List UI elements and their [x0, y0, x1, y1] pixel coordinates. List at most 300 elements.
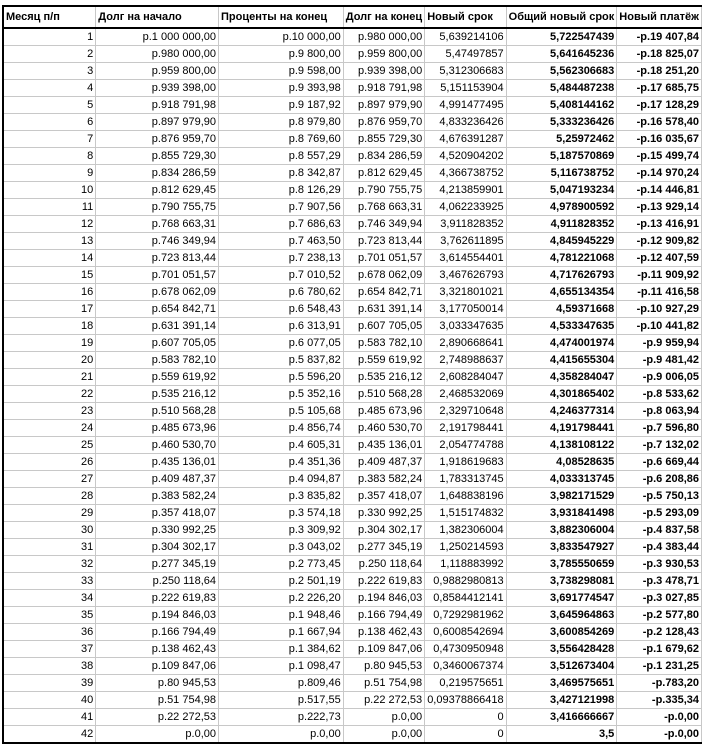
cell-total-new-term[interactable]: 3,512673404: [506, 658, 617, 675]
cell-debt-start[interactable]: р.939 398,00: [96, 80, 219, 97]
cell-new-term[interactable]: 2,054774788: [425, 437, 506, 454]
cell-new-term[interactable]: 0,7292981962: [425, 607, 506, 624]
cell-new-term[interactable]: 1,918619683: [425, 454, 506, 471]
cell-debt-end[interactable]: р.383 582,24: [343, 471, 424, 488]
cell-debt-start[interactable]: р.607 705,05: [96, 335, 219, 352]
cell-new-term[interactable]: 4,676391287: [425, 131, 506, 148]
cell-month[interactable]: 38: [3, 658, 96, 675]
cell-new-term[interactable]: 1,250214593: [425, 539, 506, 556]
cell-debt-start[interactable]: р.959 800,00: [96, 63, 219, 80]
cell-month[interactable]: 23: [3, 403, 96, 420]
cell-month[interactable]: 10: [3, 182, 96, 199]
cell-debt-end[interactable]: р.304 302,17: [343, 522, 424, 539]
header-new-payment[interactable]: Новый платёж: [617, 6, 702, 28]
cell-total-new-term[interactable]: 5,562306683: [506, 63, 617, 80]
cell-interest-end[interactable]: р.6 780,62: [219, 284, 344, 301]
cell-total-new-term[interactable]: 3,931841498: [506, 505, 617, 522]
header-interest-end[interactable]: Проценты на конец: [219, 6, 344, 28]
cell-debt-start[interactable]: р.855 729,30: [96, 148, 219, 165]
cell-debt-start[interactable]: р.409 487,37: [96, 471, 219, 488]
cell-debt-start[interactable]: р.535 216,12: [96, 386, 219, 403]
cell-interest-end[interactable]: р.4 351,36: [219, 454, 344, 471]
cell-new-term[interactable]: 0,219575651: [425, 675, 506, 692]
cell-interest-end[interactable]: р.4 605,31: [219, 437, 344, 454]
cell-new-term[interactable]: 4,062233925: [425, 199, 506, 216]
cell-debt-end[interactable]: р.980 000,00: [343, 28, 424, 46]
cell-total-new-term[interactable]: 4,191798441: [506, 420, 617, 437]
cell-interest-end[interactable]: р.4 094,87: [219, 471, 344, 488]
header-debt-start[interactable]: Долг на начало: [96, 6, 219, 28]
cell-month[interactable]: 11: [3, 199, 96, 216]
cell-debt-end[interactable]: р.768 663,31: [343, 199, 424, 216]
cell-debt-start[interactable]: р.768 663,31: [96, 216, 219, 233]
cell-debt-end[interactable]: р.222 619,83: [343, 573, 424, 590]
cell-debt-end[interactable]: р.250 118,64: [343, 556, 424, 573]
cell-interest-end[interactable]: р.4 856,74: [219, 420, 344, 437]
cell-total-new-term[interactable]: 4,533347635: [506, 318, 617, 335]
cell-new-term[interactable]: 2,329710648: [425, 403, 506, 420]
cell-new-payment[interactable]: -р.4 383,44: [617, 539, 702, 556]
cell-interest-end[interactable]: р.2 773,45: [219, 556, 344, 573]
cell-interest-end[interactable]: р.7 238,13: [219, 250, 344, 267]
cell-interest-end[interactable]: р.9 800,00: [219, 46, 344, 63]
cell-new-payment[interactable]: -р.14 446,81: [617, 182, 702, 199]
cell-month[interactable]: 29: [3, 505, 96, 522]
cell-new-payment[interactable]: -р.1 231,25: [617, 658, 702, 675]
cell-total-new-term[interactable]: 5,187570869: [506, 148, 617, 165]
cell-month[interactable]: 6: [3, 114, 96, 131]
cell-debt-end[interactable]: р.918 791,98: [343, 80, 424, 97]
cell-debt-start[interactable]: р.510 568,28: [96, 403, 219, 420]
cell-debt-end[interactable]: р.535 216,12: [343, 369, 424, 386]
cell-month[interactable]: 8: [3, 148, 96, 165]
cell-debt-end[interactable]: р.876 959,70: [343, 114, 424, 131]
cell-month[interactable]: 2: [3, 46, 96, 63]
cell-debt-start[interactable]: р.876 959,70: [96, 131, 219, 148]
cell-interest-end[interactable]: р.7 463,50: [219, 233, 344, 250]
cell-debt-start[interactable]: р.138 462,43: [96, 641, 219, 658]
cell-month[interactable]: 30: [3, 522, 96, 539]
cell-new-term[interactable]: 3,321801021: [425, 284, 506, 301]
cell-interest-end[interactable]: р.5 352,16: [219, 386, 344, 403]
cell-interest-end[interactable]: р.5 105,68: [219, 403, 344, 420]
cell-new-term[interactable]: 0,9882980813: [425, 573, 506, 590]
cell-debt-end[interactable]: р.51 754,98: [343, 675, 424, 692]
cell-total-new-term[interactable]: 5,047193234: [506, 182, 617, 199]
cell-total-new-term[interactable]: 5,333236426: [506, 114, 617, 131]
cell-debt-start[interactable]: р.383 582,24: [96, 488, 219, 505]
cell-new-term[interactable]: 3,033347635: [425, 318, 506, 335]
cell-debt-start[interactable]: р.109 847,06: [96, 658, 219, 675]
cell-interest-end[interactable]: р.3 574,18: [219, 505, 344, 522]
cell-debt-start[interactable]: р.559 619,92: [96, 369, 219, 386]
cell-month[interactable]: 13: [3, 233, 96, 250]
cell-interest-end[interactable]: р.0,00: [219, 726, 344, 744]
cell-total-new-term[interactable]: 4,655134354: [506, 284, 617, 301]
cell-debt-start[interactable]: р.790 755,75: [96, 199, 219, 216]
cell-new-term[interactable]: 1,118883992: [425, 556, 506, 573]
cell-debt-end[interactable]: р.939 398,00: [343, 63, 424, 80]
cell-interest-end[interactable]: р.5 596,20: [219, 369, 344, 386]
cell-new-term[interactable]: 3,762611895: [425, 233, 506, 250]
cell-total-new-term[interactable]: 4,978900592: [506, 199, 617, 216]
cell-new-term[interactable]: 0,4730950948: [425, 641, 506, 658]
cell-total-new-term[interactable]: 3,645964863: [506, 607, 617, 624]
cell-new-term[interactable]: 4,991477495: [425, 97, 506, 114]
cell-month[interactable]: 36: [3, 624, 96, 641]
cell-new-payment[interactable]: -р.11 909,92: [617, 267, 702, 284]
cell-new-payment[interactable]: -р.3 027,85: [617, 590, 702, 607]
cell-debt-start[interactable]: р.701 051,57: [96, 267, 219, 284]
cell-new-term[interactable]: 1,515174832: [425, 505, 506, 522]
cell-new-term[interactable]: 1,783313745: [425, 471, 506, 488]
cell-debt-end[interactable]: р.0,00: [343, 726, 424, 744]
cell-interest-end[interactable]: р.2 226,20: [219, 590, 344, 607]
cell-interest-end[interactable]: р.5 837,82: [219, 352, 344, 369]
cell-new-term[interactable]: 0,8584412141: [425, 590, 506, 607]
cell-month[interactable]: 42: [3, 726, 96, 744]
cell-debt-end[interactable]: р.607 705,05: [343, 318, 424, 335]
cell-new-payment[interactable]: -р.13 416,91: [617, 216, 702, 233]
cell-month[interactable]: 37: [3, 641, 96, 658]
cell-new-payment[interactable]: -р.1 679,62: [617, 641, 702, 658]
cell-debt-start[interactable]: р.631 391,14: [96, 318, 219, 335]
cell-new-term[interactable]: 0,09378866418: [425, 692, 506, 709]
cell-interest-end[interactable]: р.1 384,62: [219, 641, 344, 658]
cell-new-term[interactable]: 3,911828352: [425, 216, 506, 233]
cell-debt-end[interactable]: р.834 286,59: [343, 148, 424, 165]
cell-debt-start[interactable]: р.0,00: [96, 726, 219, 744]
cell-debt-end[interactable]: р.746 349,94: [343, 216, 424, 233]
cell-total-new-term[interactable]: 3,738298081: [506, 573, 617, 590]
cell-debt-end[interactable]: р.654 842,71: [343, 284, 424, 301]
cell-total-new-term[interactable]: 4,717626793: [506, 267, 617, 284]
cell-debt-end[interactable]: р.22 272,53: [343, 692, 424, 709]
cell-debt-start[interactable]: р.918 791,98: [96, 97, 219, 114]
cell-debt-start[interactable]: р.80 945,53: [96, 675, 219, 692]
cell-total-new-term[interactable]: 5,722547439: [506, 28, 617, 46]
cell-month[interactable]: 14: [3, 250, 96, 267]
cell-new-payment[interactable]: -р.16 578,40: [617, 114, 702, 131]
cell-new-payment[interactable]: -р.8 533,62: [617, 386, 702, 403]
cell-new-term[interactable]: 3,467626793: [425, 267, 506, 284]
cell-new-payment[interactable]: -р.11 416,58: [617, 284, 702, 301]
cell-month[interactable]: 34: [3, 590, 96, 607]
cell-new-payment[interactable]: -р.5 293,09: [617, 505, 702, 522]
cell-total-new-term[interactable]: 5,25972462: [506, 131, 617, 148]
cell-month[interactable]: 18: [3, 318, 96, 335]
cell-new-term[interactable]: 2,608284047: [425, 369, 506, 386]
cell-month[interactable]: 31: [3, 539, 96, 556]
cell-debt-end[interactable]: р.723 813,44: [343, 233, 424, 250]
cell-month[interactable]: 27: [3, 471, 96, 488]
cell-new-payment[interactable]: -р.7 132,02: [617, 437, 702, 454]
cell-debt-end[interactable]: р.559 619,92: [343, 352, 424, 369]
cell-new-term[interactable]: 2,890668641: [425, 335, 506, 352]
cell-debt-start[interactable]: р.723 813,44: [96, 250, 219, 267]
cell-interest-end[interactable]: р.8 342,87: [219, 165, 344, 182]
cell-new-term[interactable]: 2,468532069: [425, 386, 506, 403]
cell-debt-start[interactable]: р.22 272,53: [96, 709, 219, 726]
cell-new-payment[interactable]: -р.13 929,14: [617, 199, 702, 216]
cell-total-new-term[interactable]: 4,246377314: [506, 403, 617, 420]
cell-new-payment[interactable]: -р.18 825,07: [617, 46, 702, 63]
header-new-term[interactable]: Новый срок: [425, 6, 506, 28]
cell-new-payment[interactable]: -р.4 837,58: [617, 522, 702, 539]
cell-total-new-term[interactable]: 4,845945229: [506, 233, 617, 250]
cell-month[interactable]: 5: [3, 97, 96, 114]
cell-interest-end[interactable]: р.7 010,52: [219, 267, 344, 284]
cell-new-payment[interactable]: -р.17 685,75: [617, 80, 702, 97]
cell-interest-end[interactable]: р.809,46: [219, 675, 344, 692]
cell-interest-end[interactable]: р.6 077,05: [219, 335, 344, 352]
cell-month[interactable]: 35: [3, 607, 96, 624]
cell-month[interactable]: 12: [3, 216, 96, 233]
cell-debt-end[interactable]: р.277 345,19: [343, 539, 424, 556]
cell-debt-start[interactable]: р.435 136,01: [96, 454, 219, 471]
cell-debt-end[interactable]: р.194 846,03: [343, 590, 424, 607]
cell-total-new-term[interactable]: 3,785550659: [506, 556, 617, 573]
cell-month[interactable]: 16: [3, 284, 96, 301]
cell-new-term[interactable]: 0: [425, 709, 506, 726]
cell-new-payment[interactable]: -р.783,20: [617, 675, 702, 692]
cell-interest-end[interactable]: р.2 501,19: [219, 573, 344, 590]
cell-interest-end[interactable]: р.3 043,02: [219, 539, 344, 556]
cell-debt-end[interactable]: р.80 945,53: [343, 658, 424, 675]
cell-month[interactable]: 19: [3, 335, 96, 352]
cell-debt-start[interactable]: р.834 286,59: [96, 165, 219, 182]
cell-new-term[interactable]: 4,213859901: [425, 182, 506, 199]
cell-debt-end[interactable]: р.0,00: [343, 709, 424, 726]
cell-debt-start[interactable]: р.583 782,10: [96, 352, 219, 369]
cell-month[interactable]: 3: [3, 63, 96, 80]
cell-new-payment[interactable]: -р.17 128,29: [617, 97, 702, 114]
cell-new-term[interactable]: 3,614554401: [425, 250, 506, 267]
cell-new-term[interactable]: 0: [425, 726, 506, 744]
cell-total-new-term[interactable]: 5,641645236: [506, 46, 617, 63]
cell-new-payment[interactable]: -р.0,00: [617, 709, 702, 726]
cell-debt-end[interactable]: р.812 629,45: [343, 165, 424, 182]
cell-debt-end[interactable]: р.583 782,10: [343, 335, 424, 352]
cell-debt-end[interactable]: р.631 391,14: [343, 301, 424, 318]
header-month[interactable]: Месяц п/п: [3, 6, 96, 28]
cell-debt-end[interactable]: р.701 051,57: [343, 250, 424, 267]
cell-interest-end[interactable]: р.7 907,56: [219, 199, 344, 216]
cell-debt-end[interactable]: р.897 979,90: [343, 97, 424, 114]
cell-month[interactable]: 41: [3, 709, 96, 726]
cell-debt-start[interactable]: р.166 794,49: [96, 624, 219, 641]
cell-interest-end[interactable]: р.222,73: [219, 709, 344, 726]
cell-total-new-term[interactable]: 4,08528635: [506, 454, 617, 471]
cell-new-payment[interactable]: -р.6 208,86: [617, 471, 702, 488]
cell-month[interactable]: 21: [3, 369, 96, 386]
cell-debt-start[interactable]: р.222 619,83: [96, 590, 219, 607]
cell-new-payment[interactable]: -р.6 669,44: [617, 454, 702, 471]
cell-debt-end[interactable]: р.357 418,07: [343, 488, 424, 505]
cell-new-term[interactable]: 1,382306004: [425, 522, 506, 539]
cell-debt-start[interactable]: р.980 000,00: [96, 46, 219, 63]
cell-new-term[interactable]: 4,833236426: [425, 114, 506, 131]
cell-new-payment[interactable]: -р.19 407,84: [617, 28, 702, 46]
cell-debt-start[interactable]: р.250 118,64: [96, 573, 219, 590]
cell-interest-end[interactable]: р.1 948,46: [219, 607, 344, 624]
cell-new-term[interactable]: 4,520904202: [425, 148, 506, 165]
cell-new-term[interactable]: 5,47497857: [425, 46, 506, 63]
cell-debt-end[interactable]: р.109 847,06: [343, 641, 424, 658]
cell-debt-start[interactable]: р.304 302,17: [96, 539, 219, 556]
cell-total-new-term[interactable]: 3,600854269: [506, 624, 617, 641]
cell-total-new-term[interactable]: 4,474001974: [506, 335, 617, 352]
cell-total-new-term[interactable]: 3,882306004: [506, 522, 617, 539]
cell-total-new-term[interactable]: 3,691774547: [506, 590, 617, 607]
cell-total-new-term[interactable]: 3,469575651: [506, 675, 617, 692]
cell-new-payment[interactable]: -р.3 930,53: [617, 556, 702, 573]
cell-interest-end[interactable]: р.8 557,29: [219, 148, 344, 165]
cell-month[interactable]: 17: [3, 301, 96, 318]
cell-debt-start[interactable]: р.357 418,07: [96, 505, 219, 522]
cell-new-payment[interactable]: -р.10 927,29: [617, 301, 702, 318]
cell-month[interactable]: 24: [3, 420, 96, 437]
cell-total-new-term[interactable]: 5,408144162: [506, 97, 617, 114]
cell-debt-start[interactable]: р.51 754,98: [96, 692, 219, 709]
cell-month[interactable]: 28: [3, 488, 96, 505]
cell-new-payment[interactable]: -р.12 909,82: [617, 233, 702, 250]
cell-debt-start[interactable]: р.485 673,96: [96, 420, 219, 437]
cell-total-new-term[interactable]: 3,5: [506, 726, 617, 744]
cell-new-payment[interactable]: -р.9 481,42: [617, 352, 702, 369]
cell-new-payment[interactable]: -р.12 407,59: [617, 250, 702, 267]
cell-new-payment[interactable]: -р.3 478,71: [617, 573, 702, 590]
cell-month[interactable]: 7: [3, 131, 96, 148]
cell-new-payment[interactable]: -р.5 750,13: [617, 488, 702, 505]
cell-new-payment[interactable]: -р.2 128,43: [617, 624, 702, 641]
cell-debt-start[interactable]: р.330 992,25: [96, 522, 219, 539]
cell-interest-end[interactable]: р.1 098,47: [219, 658, 344, 675]
cell-month[interactable]: 40: [3, 692, 96, 709]
cell-new-payment[interactable]: -р.9 006,05: [617, 369, 702, 386]
cell-debt-end[interactable]: р.138 462,43: [343, 624, 424, 641]
cell-debt-end[interactable]: р.409 487,37: [343, 454, 424, 471]
cell-interest-end[interactable]: р.7 686,63: [219, 216, 344, 233]
cell-month[interactable]: 25: [3, 437, 96, 454]
cell-debt-start[interactable]: р.654 842,71: [96, 301, 219, 318]
cell-interest-end[interactable]: р.8 126,29: [219, 182, 344, 199]
cell-interest-end[interactable]: р.8 979,80: [219, 114, 344, 131]
cell-total-new-term[interactable]: 4,415655304: [506, 352, 617, 369]
cell-total-new-term[interactable]: 4,911828352: [506, 216, 617, 233]
cell-debt-end[interactable]: р.330 992,25: [343, 505, 424, 522]
cell-interest-end[interactable]: р.6 548,43: [219, 301, 344, 318]
cell-new-term[interactable]: 0,6008542694: [425, 624, 506, 641]
cell-debt-start[interactable]: р.1 000 000,00: [96, 28, 219, 46]
cell-debt-start[interactable]: р.897 979,90: [96, 114, 219, 131]
cell-debt-end[interactable]: р.678 062,09: [343, 267, 424, 284]
cell-new-payment[interactable]: -р.0,00: [617, 726, 702, 744]
cell-interest-end[interactable]: р.3 309,92: [219, 522, 344, 539]
cell-new-term[interactable]: 5,639214106: [425, 28, 506, 46]
cell-debt-start[interactable]: р.277 345,19: [96, 556, 219, 573]
header-debt-end[interactable]: Долг на конец: [343, 6, 424, 28]
cell-new-term[interactable]: 5,312306683: [425, 63, 506, 80]
cell-new-term[interactable]: 1,648838196: [425, 488, 506, 505]
cell-interest-end[interactable]: р.10 000,00: [219, 28, 344, 46]
cell-debt-end[interactable]: р.959 800,00: [343, 46, 424, 63]
cell-month[interactable]: 39: [3, 675, 96, 692]
cell-interest-end[interactable]: р.9 187,92: [219, 97, 344, 114]
cell-total-new-term[interactable]: 4,138108122: [506, 437, 617, 454]
cell-month[interactable]: 15: [3, 267, 96, 284]
cell-debt-end[interactable]: р.855 729,30: [343, 131, 424, 148]
cell-total-new-term[interactable]: 3,556428428: [506, 641, 617, 658]
cell-debt-end[interactable]: р.485 673,96: [343, 403, 424, 420]
cell-month[interactable]: 26: [3, 454, 96, 471]
cell-month[interactable]: 4: [3, 80, 96, 97]
cell-debt-start[interactable]: р.460 530,70: [96, 437, 219, 454]
cell-total-new-term[interactable]: 4,59371668: [506, 301, 617, 318]
cell-debt-start[interactable]: р.812 629,45: [96, 182, 219, 199]
cell-month[interactable]: 20: [3, 352, 96, 369]
cell-total-new-term[interactable]: 5,484487238: [506, 80, 617, 97]
cell-total-new-term[interactable]: 4,033313745: [506, 471, 617, 488]
cell-debt-start[interactable]: р.678 062,09: [96, 284, 219, 301]
cell-interest-end[interactable]: р.1 667,94: [219, 624, 344, 641]
cell-new-payment[interactable]: -р.8 063,94: [617, 403, 702, 420]
cell-total-new-term[interactable]: 3,427121998: [506, 692, 617, 709]
cell-new-payment[interactable]: -р.18 251,20: [617, 63, 702, 80]
cell-total-new-term[interactable]: 3,982171529: [506, 488, 617, 505]
cell-new-term[interactable]: 2,748988637: [425, 352, 506, 369]
cell-month[interactable]: 32: [3, 556, 96, 573]
cell-interest-end[interactable]: р.9 393,98: [219, 80, 344, 97]
header-total-new-term[interactable]: Общий новый срок: [506, 6, 617, 28]
cell-new-payment[interactable]: -р.14 970,24: [617, 165, 702, 182]
cell-interest-end[interactable]: р.8 769,60: [219, 131, 344, 148]
cell-interest-end[interactable]: р.517,55: [219, 692, 344, 709]
cell-debt-end[interactable]: р.166 794,49: [343, 607, 424, 624]
cell-new-payment[interactable]: -р.9 959,94: [617, 335, 702, 352]
cell-new-payment[interactable]: -р.10 441,82: [617, 318, 702, 335]
cell-total-new-term[interactable]: 4,781221068: [506, 250, 617, 267]
cell-new-term[interactable]: 0,3460067374: [425, 658, 506, 675]
cell-debt-end[interactable]: р.460 530,70: [343, 420, 424, 437]
cell-new-payment[interactable]: -р.16 035,67: [617, 131, 702, 148]
cell-debt-start[interactable]: р.746 349,94: [96, 233, 219, 250]
cell-interest-end[interactable]: р.9 598,00: [219, 63, 344, 80]
cell-new-term[interactable]: 2,191798441: [425, 420, 506, 437]
cell-month[interactable]: 1: [3, 28, 96, 46]
cell-new-term[interactable]: 5,151153904: [425, 80, 506, 97]
cell-new-payment[interactable]: -р.335,34: [617, 692, 702, 709]
cell-debt-end[interactable]: р.510 568,28: [343, 386, 424, 403]
cell-interest-end[interactable]: р.3 835,82: [219, 488, 344, 505]
cell-debt-end[interactable]: р.790 755,75: [343, 182, 424, 199]
cell-debt-start[interactable]: р.194 846,03: [96, 607, 219, 624]
cell-new-payment[interactable]: -р.15 499,74: [617, 148, 702, 165]
cell-new-term[interactable]: 3,177050014: [425, 301, 506, 318]
cell-interest-end[interactable]: р.6 313,91: [219, 318, 344, 335]
cell-new-term[interactable]: 4,366738752: [425, 165, 506, 182]
cell-month[interactable]: 9: [3, 165, 96, 182]
cell-total-new-term[interactable]: 5,116738752: [506, 165, 617, 182]
cell-total-new-term[interactable]: 3,833547927: [506, 539, 617, 556]
cell-month[interactable]: 22: [3, 386, 96, 403]
cell-total-new-term[interactable]: 4,358284047: [506, 369, 617, 386]
cell-total-new-term[interactable]: 4,301865402: [506, 386, 617, 403]
cell-month[interactable]: 33: [3, 573, 96, 590]
cell-debt-end[interactable]: р.435 136,01: [343, 437, 424, 454]
cell-new-payment[interactable]: -р.2 577,80: [617, 607, 702, 624]
cell-new-payment[interactable]: -р.7 596,80: [617, 420, 702, 437]
